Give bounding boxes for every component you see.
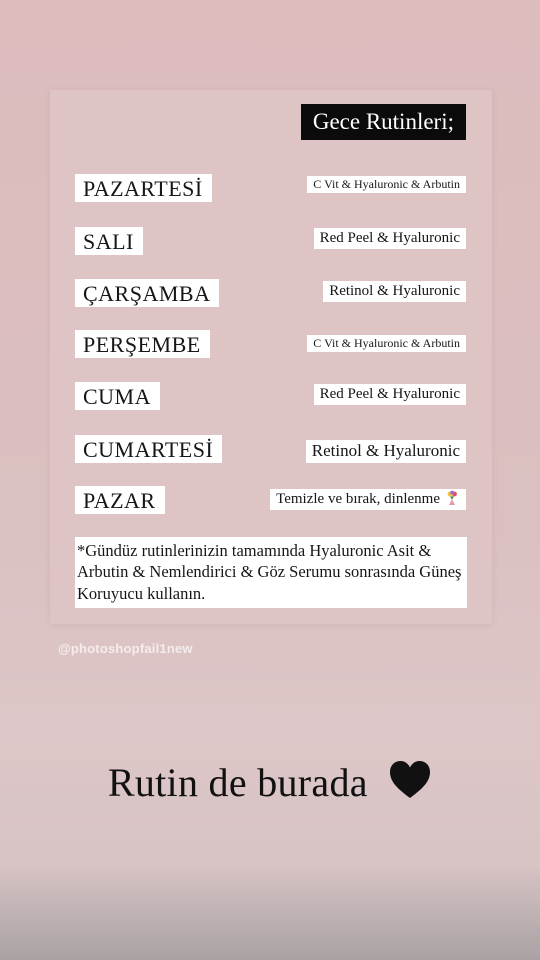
routine-sunday (270, 489, 466, 510)
routine-label: Red Peel & Hyaluronic (314, 384, 466, 405)
routine-card (50, 90, 492, 624)
day-label: PERŞEMBE (75, 330, 210, 358)
daytime-note: *Gündüz rutinlerinizin tamamında Hyaluronic Asit & Arbutin & Nemlendirici & Göz Serumu sonrasında Güneş Koruyucu kullanın. (75, 537, 467, 608)
routine-label: Retinol & Hyaluronic (323, 281, 466, 302)
day-label: CUMARTESİ (75, 435, 222, 463)
day-label: PAZAR (75, 486, 165, 514)
username-handle[interactable]: @photoshopfail1new (58, 641, 193, 656)
caption-text: Rutin de burada (107, 760, 368, 805)
card-title: Gece Rutinleri; (301, 104, 466, 140)
routine-label: Temizle ve bırak, dinlenme (276, 491, 440, 507)
routine-label: C Vit & Hyaluronic & Arbutin (307, 335, 466, 352)
black-heart-icon (388, 758, 432, 802)
day-label: ÇARŞAMBA (75, 279, 219, 307)
day-label: CUMA (75, 382, 160, 410)
day-label: SALI (75, 227, 143, 255)
routine-label: Red Peel & Hyaluronic (314, 228, 466, 249)
day-label: PAZARTESİ (75, 174, 212, 202)
bouquet-icon (444, 490, 460, 506)
story-caption (0, 758, 540, 806)
routine-label: C Vit & Hyaluronic & Arbutin (307, 176, 466, 193)
routine-label: Retinol & Hyaluronic (306, 440, 466, 463)
